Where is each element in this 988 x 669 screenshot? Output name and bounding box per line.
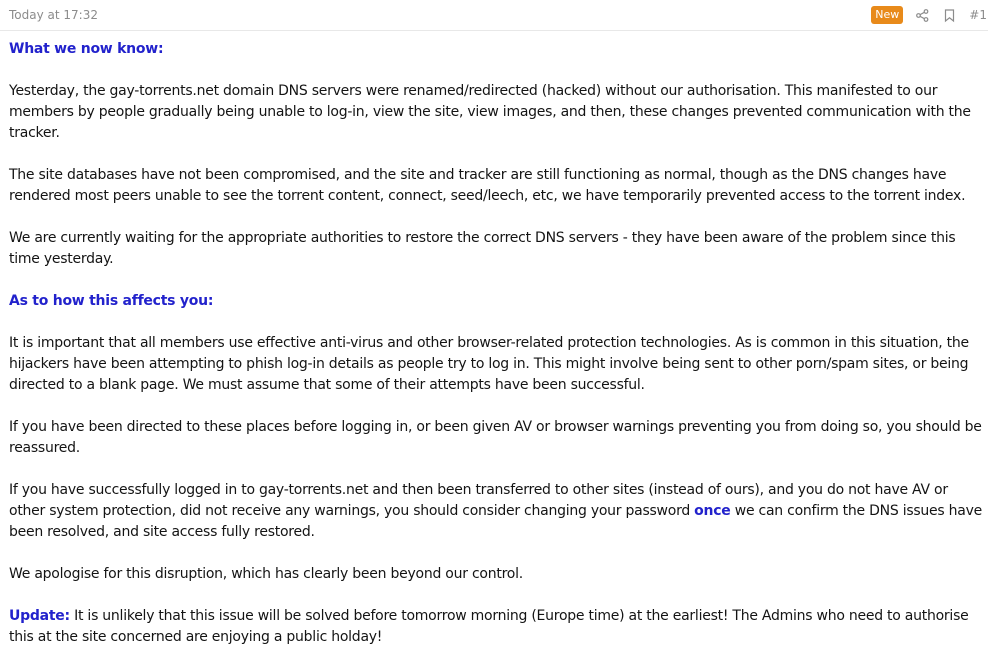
- post-timestamp[interactable]: Today at 17:32: [9, 8, 98, 22]
- post-header: [0, 0, 988, 31]
- paragraph-antivirus: It is important that all members use effective anti-virus and other browser-related protection technologies. As is common in this situation, the hijackers have been attempting to phish log-in details as people try to log in. This might involve being sent to other porn/spam sites, or being directed to a blank page. We must assume that some of their attempts have been successful.: [9, 335, 969, 393]
- paragraph-update: [9, 606, 985, 648]
- new-badge: New: [871, 6, 903, 24]
- paragraph-dns-hack: Yesterday, the gay-torrents.net domain DNS servers were renamed/redirected (hacked) without our authorisation. This manifested to our members by people gradually being unable to log-in, view the site, view images, and then, these changes prevented communication with the tracker.: [9, 83, 971, 141]
- bookmark-icon[interactable]: [942, 8, 956, 22]
- section-heading-how-it-affects: As to how this affects you:: [9, 293, 214, 309]
- paragraph-databases: The site databases have not been compromised, and the site and tracker are still functioning as normal, though as the DNS changes have rendered most peers unable to see the torrent content, connect, seed/leech, etc, we have temporarily prevented access to the torrent index.: [9, 167, 966, 204]
- section-heading-what-we-know: What we now know:: [9, 41, 164, 57]
- update-text: It is unlikely that this issue will be solved before tomorrow morning (Europe time) at the earliest! The Admins who need to authorise this at the site concerned are enjoying a public holday!: [9, 608, 969, 645]
- post-number-link[interactable]: #1: [969, 8, 987, 22]
- paragraph-waiting: We are currently waiting for the appropriate authorities to restore the correct DNS servers - they have been aware of the problem since this time yesterday.: [9, 230, 956, 267]
- paragraph-apology: We apologise for this disruption, which has clearly been beyond our control.: [9, 566, 523, 582]
- post-actions: [871, 5, 988, 25]
- paragraph-change-password: [9, 480, 985, 543]
- update-label: Update:: [9, 608, 70, 624]
- paragraph-change-password-start: If you have successfully logged in to gay-torrents.net and then been transferred to other sites (instead of ours), and you do not have AV or other system protection, did not receive any warnings, you should consider changing your password: [9, 482, 948, 519]
- share-icon[interactable]: [915, 8, 929, 22]
- paragraph-change-password-end: we can confirm the DNS issues have been resolved, and site access fully restored.: [9, 503, 983, 540]
- paragraph-reassured: If you have been directed to these places before logging in, or been given AV or browser warnings preventing you from doing so, you should be reassured.: [9, 419, 982, 456]
- emphasis-once: once: [694, 503, 731, 519]
- post-body: [9, 39, 985, 669]
